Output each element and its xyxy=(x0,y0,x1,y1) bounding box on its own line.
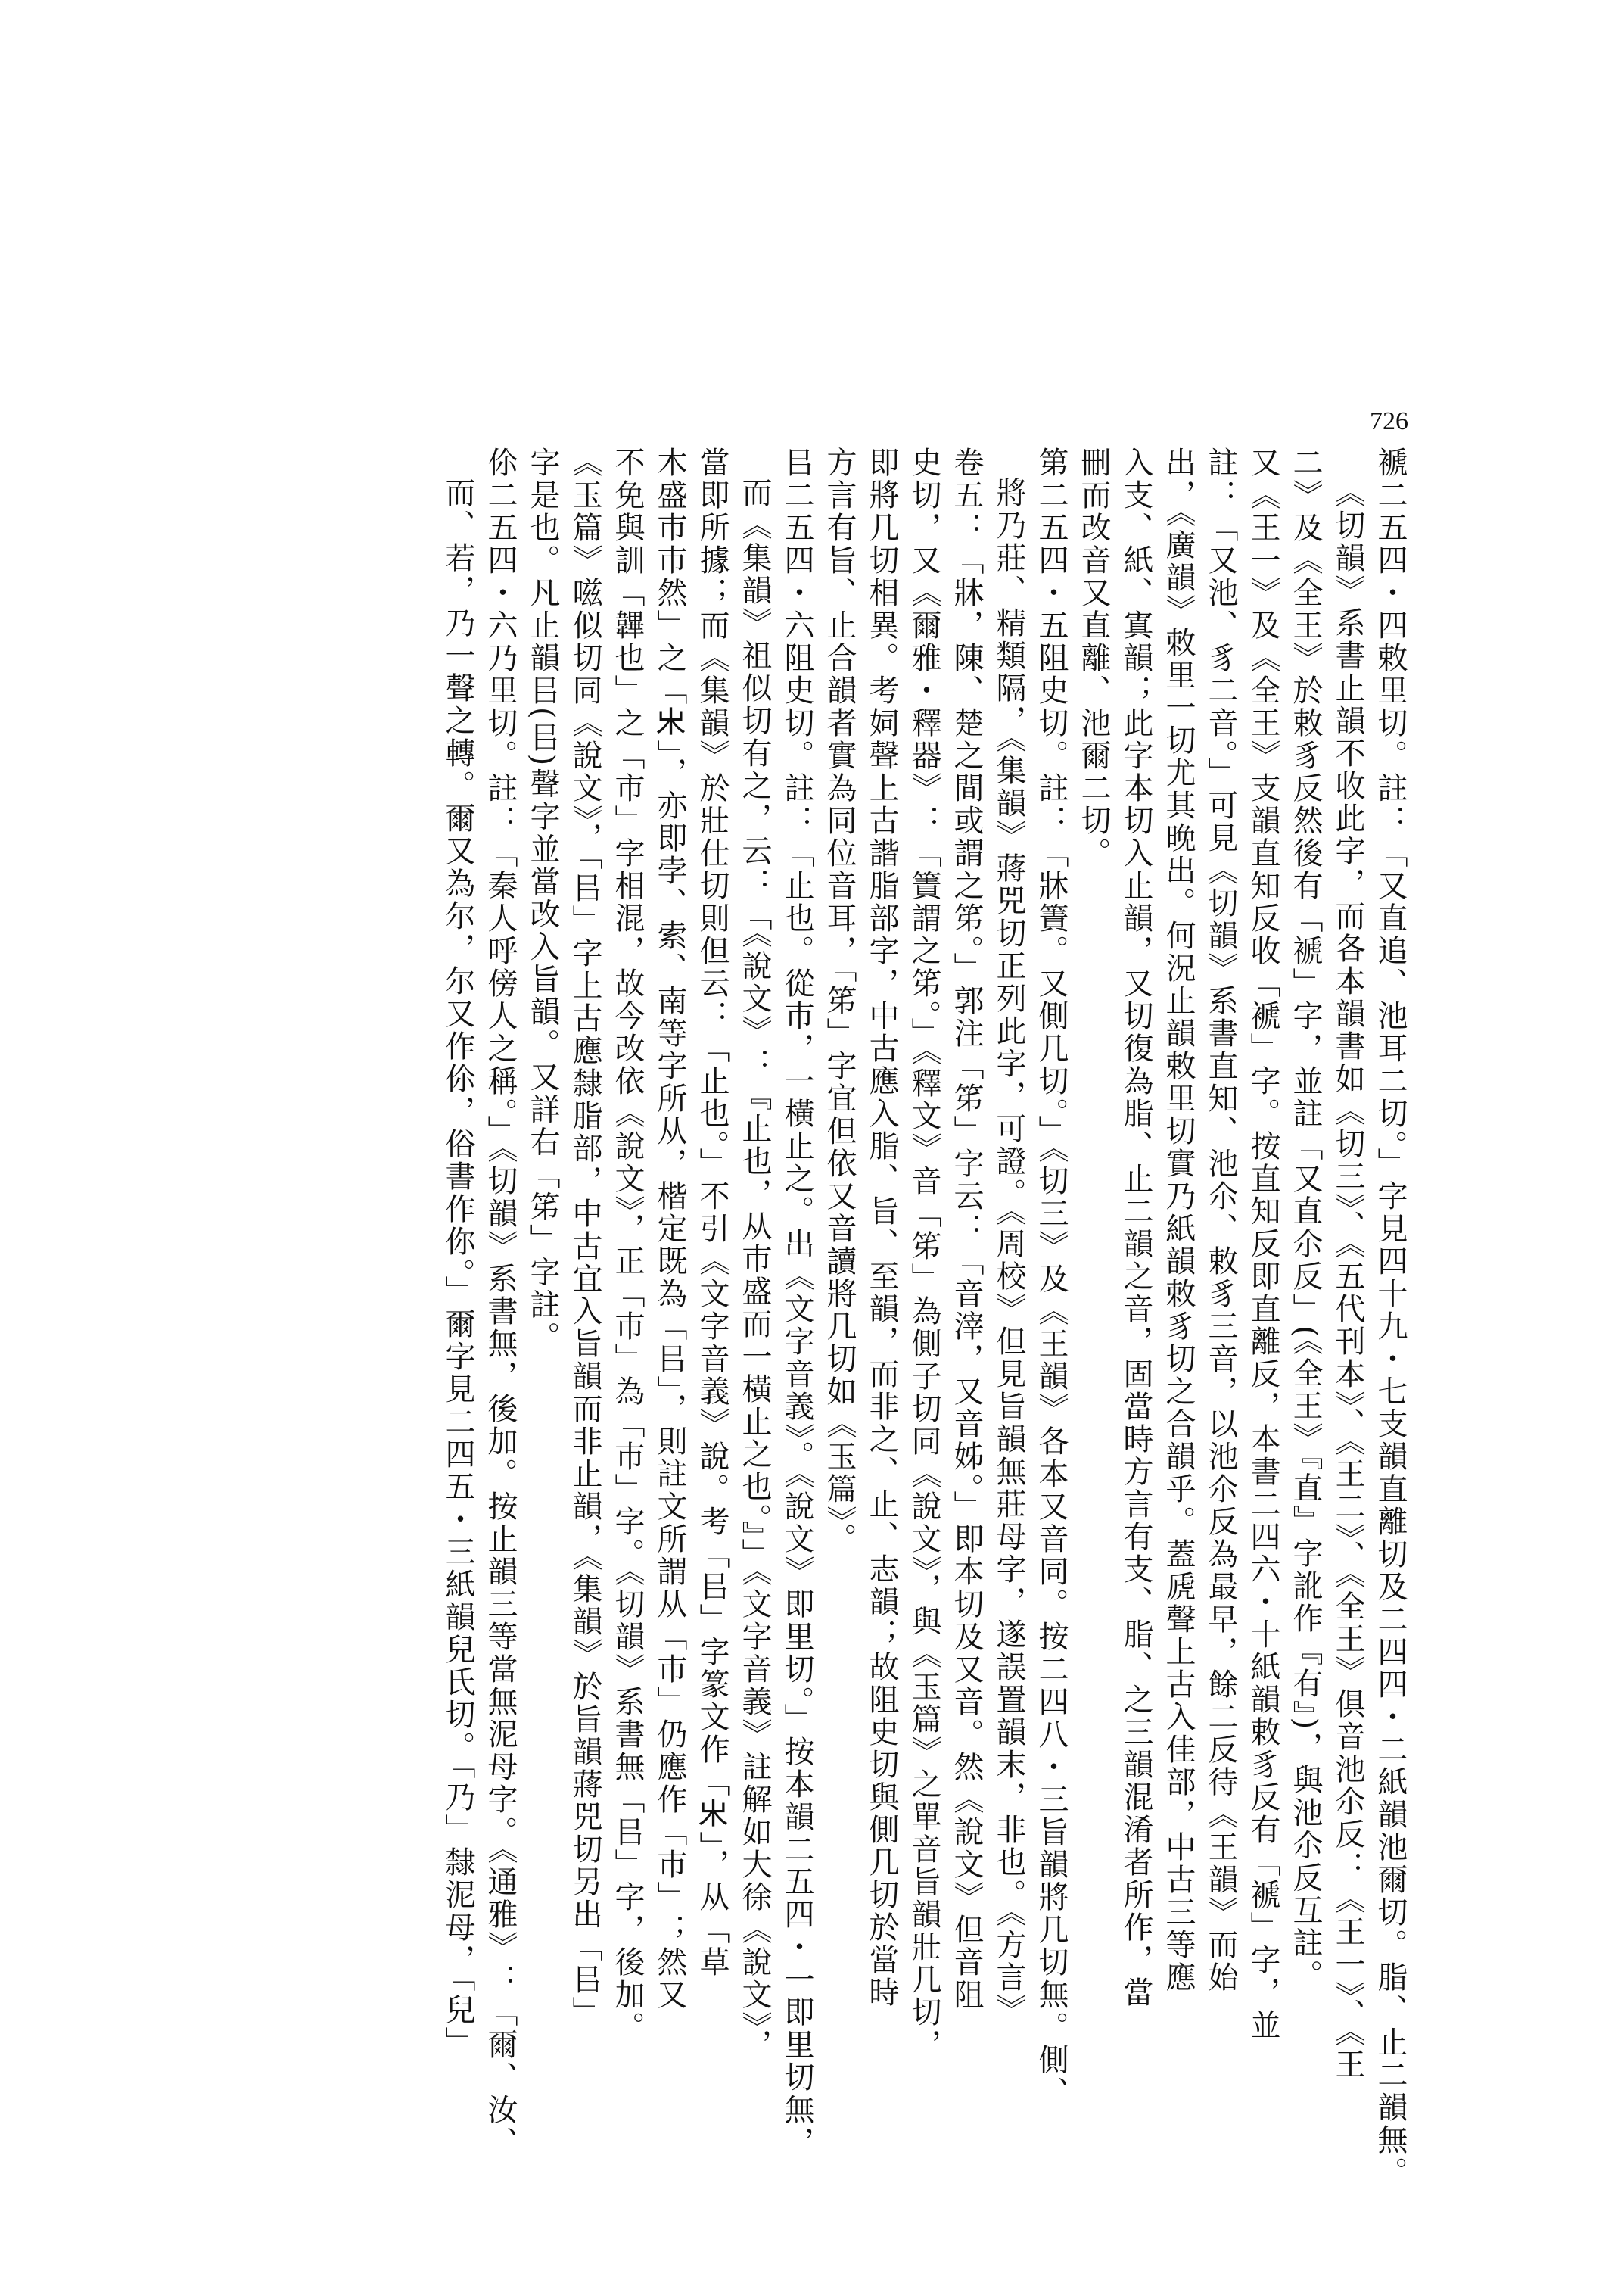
text-column: 字是也。凡止韻㠯(㠯)聲字並當改入旨韻。又詳右「笫」字註。 xyxy=(525,447,560,1354)
text-column: 方言有旨、止合韻者實為同位音耳，「笫」字宜但依又音讀將几切如《玉篇》。 xyxy=(822,447,857,1556)
text-column: 當即所據；而《集韻》於壯仕切則但云：「止也。」不引《文字音義》說。考「㠯」字篆文作「𣎵」，从「草 xyxy=(695,447,730,1979)
text-column: 不免與訓「韠也」之「市」字相混，故今改依《說文》，正「巿」為「巿」字。《切韻》系書無「㠯」字，後加。 xyxy=(610,447,645,2044)
text-column: 出，《廣韻》敕里一切尤其晚出。何況止韻敕里切實乃紙韻敕豸切之合韻乎。蓋虒聲上古入佳部，中古三等應 xyxy=(1161,447,1196,1994)
text-column: 將乃莊、精類隔，《集韻》蔣兕切正列此字，可證。《周校》但見旨韻無莊母字，遂誤置韻末，非也。《方言》 xyxy=(991,477,1026,2026)
text-column: 褫二五四・四敕里切。註：「又直追、池耳二切。」字見四十九・七支韻直離切及二四四・二紙韻池爾切。脂、止二韻無。 xyxy=(1373,447,1408,2189)
text-column: 而《集韻》祖似切有之，云：「《說文》：『止也，从巿盛而一橫止之也。』」《文字音義》註解如大徐《說文》， xyxy=(737,477,772,2061)
text-column: 刪而改音又直離、池爾二切。 xyxy=(1076,447,1111,870)
text-column: 《切韻》系書止韻不收此字，而各本韻書如《切三》、《五代刊本》、《王二》、《全王》俱音池尒反：《王一》、《王 xyxy=(1330,477,1365,2081)
text-column: 註：「又池、豸二音。」可見《切韻》系書直知、池尒、敕豸三音，以池尒反為最早，餘二反待《王韻》而始 xyxy=(1203,447,1238,1994)
text-column: 木盛巿巿然」之「𣎵」，亦即孛、索、南等字所从，楷定既為「㠯」，則註文所謂从「巿」仍應作「巿」；然又 xyxy=(652,447,687,2011)
text-column: 二》及《全王》於敕豸反然後有「褫」字，並註「又直尒反」(《全王》『直』字訛作『有』)，與池尒反互註。 xyxy=(1288,447,1323,1992)
text-column: 㠯二五四・六阻史切。註：「止也。從巿，一橫止之。出《文字音義》。《說文》即里切。」按本韻二五四・一即里切無， xyxy=(779,447,814,2159)
text-column: 第二五四・五阻史切。註：「牀簀。又側几切。」《切三》及《王韻》各本又音同。按二四八・三旨韻將几切無。側、 xyxy=(1034,447,1069,2109)
text-column: 又《王一》及《全王》支韻直知反收「褫」字。按直知反即直離反，本書二四六・十紙韻敕豸反有「褫」字，並 xyxy=(1246,447,1280,2042)
page-number: 726 xyxy=(1370,407,1408,435)
text-column: 卷五：「牀，陳、楚之間或謂之笫。」郭注「笫」字云：「音滓，又音姊。」即本切及又音。然《說文》但音阻 xyxy=(949,447,984,2011)
text-column: 即將几切相異。考㚸聲上古諧脂部字，中古應入脂、旨、至韻，而非之、止、志韻；故阻史切與側几切於當時 xyxy=(864,447,899,2009)
text-column: 《玉篇》嗞似切同《說文》，「㠯」字上古應隸脂部，中古宜入旨韻而非止韻，《集韻》於旨韻蔣兕切另出「㠯」 xyxy=(568,447,602,2029)
text-column: 入支、紙、寘韻；此字本切入止韻，又切復為脂、止二韻之音，固當時方言有支、脂、之三韻混淆者所作，當 xyxy=(1118,447,1153,2009)
text-column: 伱二五四・六乃里切。註：「秦人呼傍人之稱。」《切韻》系書無，後加。按止韻三等當無泥母字。《通雅》：「爾、汝、 xyxy=(483,447,518,2159)
text-column: 史切，又《爾雅・釋器》：「簀謂之笫。」《釋文》音「笫」為側子切同《說文》，與《玉篇》之單音旨韻壯几切， xyxy=(907,447,941,2061)
text-column: 而、若，乃一聲之轉。爾又為尔，尔又作伱，俗書作你。」爾字見二四五・三紙韻兒氏切。「乃」隸泥母，「兒」 xyxy=(440,477,475,2059)
vertical-text-block xyxy=(216,447,1411,2189)
